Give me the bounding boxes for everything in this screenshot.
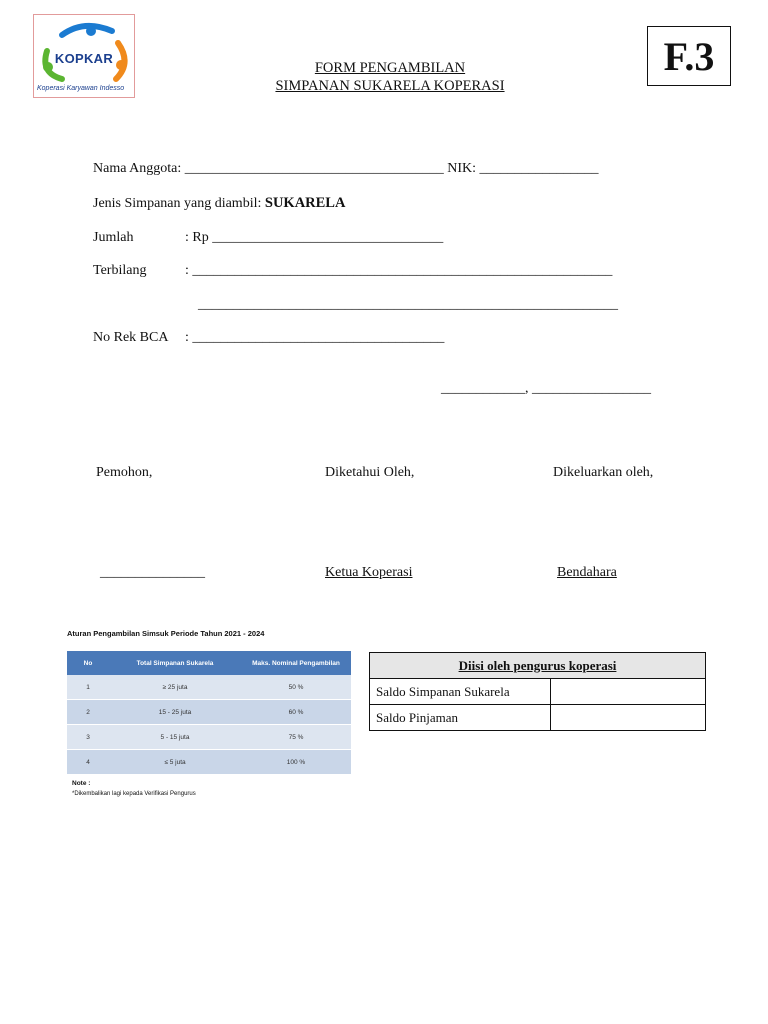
rules-cell: 2 <box>67 700 109 725</box>
table-row <box>67 750 351 775</box>
jumlah-line <box>185 230 443 246</box>
rules-cell: ≤ 5 juta <box>109 750 241 775</box>
pengurus-label-pinjaman: Saldo Pinjaman <box>370 705 551 731</box>
nik-label: NIK: <box>443 161 480 176</box>
table-row <box>370 679 706 705</box>
title-line-2: SIMPANAN SUKARELA KOPERASI <box>275 78 505 94</box>
pengurus-value-pinjaman[interactable] <box>551 705 706 731</box>
form-code: F.3 <box>647 26 731 86</box>
jenis-line <box>93 195 345 212</box>
rules-cell: ≥ 25 juta <box>109 675 241 700</box>
rules-cell: 3 <box>67 725 109 750</box>
rules-header-maks: Maks. Nominal Pengambilan <box>241 651 351 675</box>
logo-name: KOPKAR <box>54 51 114 66</box>
pengurus-header-row <box>370 653 706 679</box>
table-row <box>67 700 351 725</box>
logo-tagline: Koperasi Karyawan Indesso <box>37 85 125 92</box>
pengurus-table <box>369 652 706 731</box>
sig-ketua: Ketua Koperasi <box>325 565 413 580</box>
rules-cell: 1 <box>67 675 109 700</box>
rules-cell: 100 % <box>241 750 351 775</box>
jumlah-sep: : Rp <box>185 230 213 245</box>
table-row <box>67 725 351 750</box>
rules-cell: 5 - 15 juta <box>109 725 241 750</box>
nik-field[interactable]: _________________ <box>479 161 599 176</box>
pengurus-value-simpanan[interactable] <box>551 679 706 705</box>
note-text: *Dikembalikan lagi kepada Verifikasi Pengurus <box>72 791 196 797</box>
rules-header-no: No <box>67 651 109 675</box>
kopkar-logo <box>33 14 135 98</box>
norek-line <box>185 330 444 346</box>
sig-pemohon: Pemohon, <box>96 465 153 480</box>
terbilang-line <box>185 263 612 279</box>
nama-label: Nama Anggota: <box>93 161 185 176</box>
sig-diketahui: Diketahui Oleh, <box>325 465 415 480</box>
rules-cell: 75 % <box>241 725 351 750</box>
rules-header-row <box>67 651 351 675</box>
rules-title: Aturan Pengambilan Simsuk Periode Tahun 2021 - 2024 <box>67 629 265 638</box>
rules-cell: 50 % <box>241 675 351 700</box>
terbilang-field-2[interactable]: ____________________________________________________________ <box>198 297 618 312</box>
jenis-value: SUKARELA <box>264 195 346 211</box>
pengurus-header: Diisi oleh pengurus koperasi <box>370 653 706 679</box>
norek-label: No Rek BCA <box>93 330 169 345</box>
jumlah-field[interactable]: _________________________________ <box>212 230 444 245</box>
terbilang-sep: : <box>185 263 193 278</box>
rules-cell: 15 - 25 juta <box>109 700 241 725</box>
title-line-1: FORM PENGAMBILAN <box>314 60 466 76</box>
place-date-field[interactable]: ____________, _________________ <box>441 381 651 396</box>
sig-bendahara: Bendahara <box>557 565 617 580</box>
rules-table <box>67 651 351 775</box>
table-row <box>370 705 706 731</box>
jenis-label: Jenis Simpanan yang diambil: <box>93 196 265 211</box>
terbilang-label: Terbilang <box>93 263 147 278</box>
sig-dikeluarkan: Dikeluarkan oleh, <box>553 465 654 480</box>
table-row <box>67 675 351 700</box>
sig-pemohon-blank[interactable]: _______________ <box>100 565 205 580</box>
rules-cell: 4 <box>67 750 109 775</box>
jumlah-label: Jumlah <box>93 230 134 245</box>
note-title: Note : <box>72 780 91 787</box>
nama-field[interactable]: _____________________________________ <box>184 161 444 176</box>
norek-field[interactable]: ____________________________________ <box>192 330 445 345</box>
rules-header-total: Total Simpanan Sukarela <box>109 651 241 675</box>
pengurus-label-simpanan: Saldo Simpanan Sukarela <box>370 679 551 705</box>
terbilang-field-1[interactable]: ____________________________________________________________ <box>192 263 613 278</box>
rules-cell: 60 % <box>241 700 351 725</box>
norek-sep: : <box>185 330 193 345</box>
nama-nik-line <box>93 161 599 177</box>
